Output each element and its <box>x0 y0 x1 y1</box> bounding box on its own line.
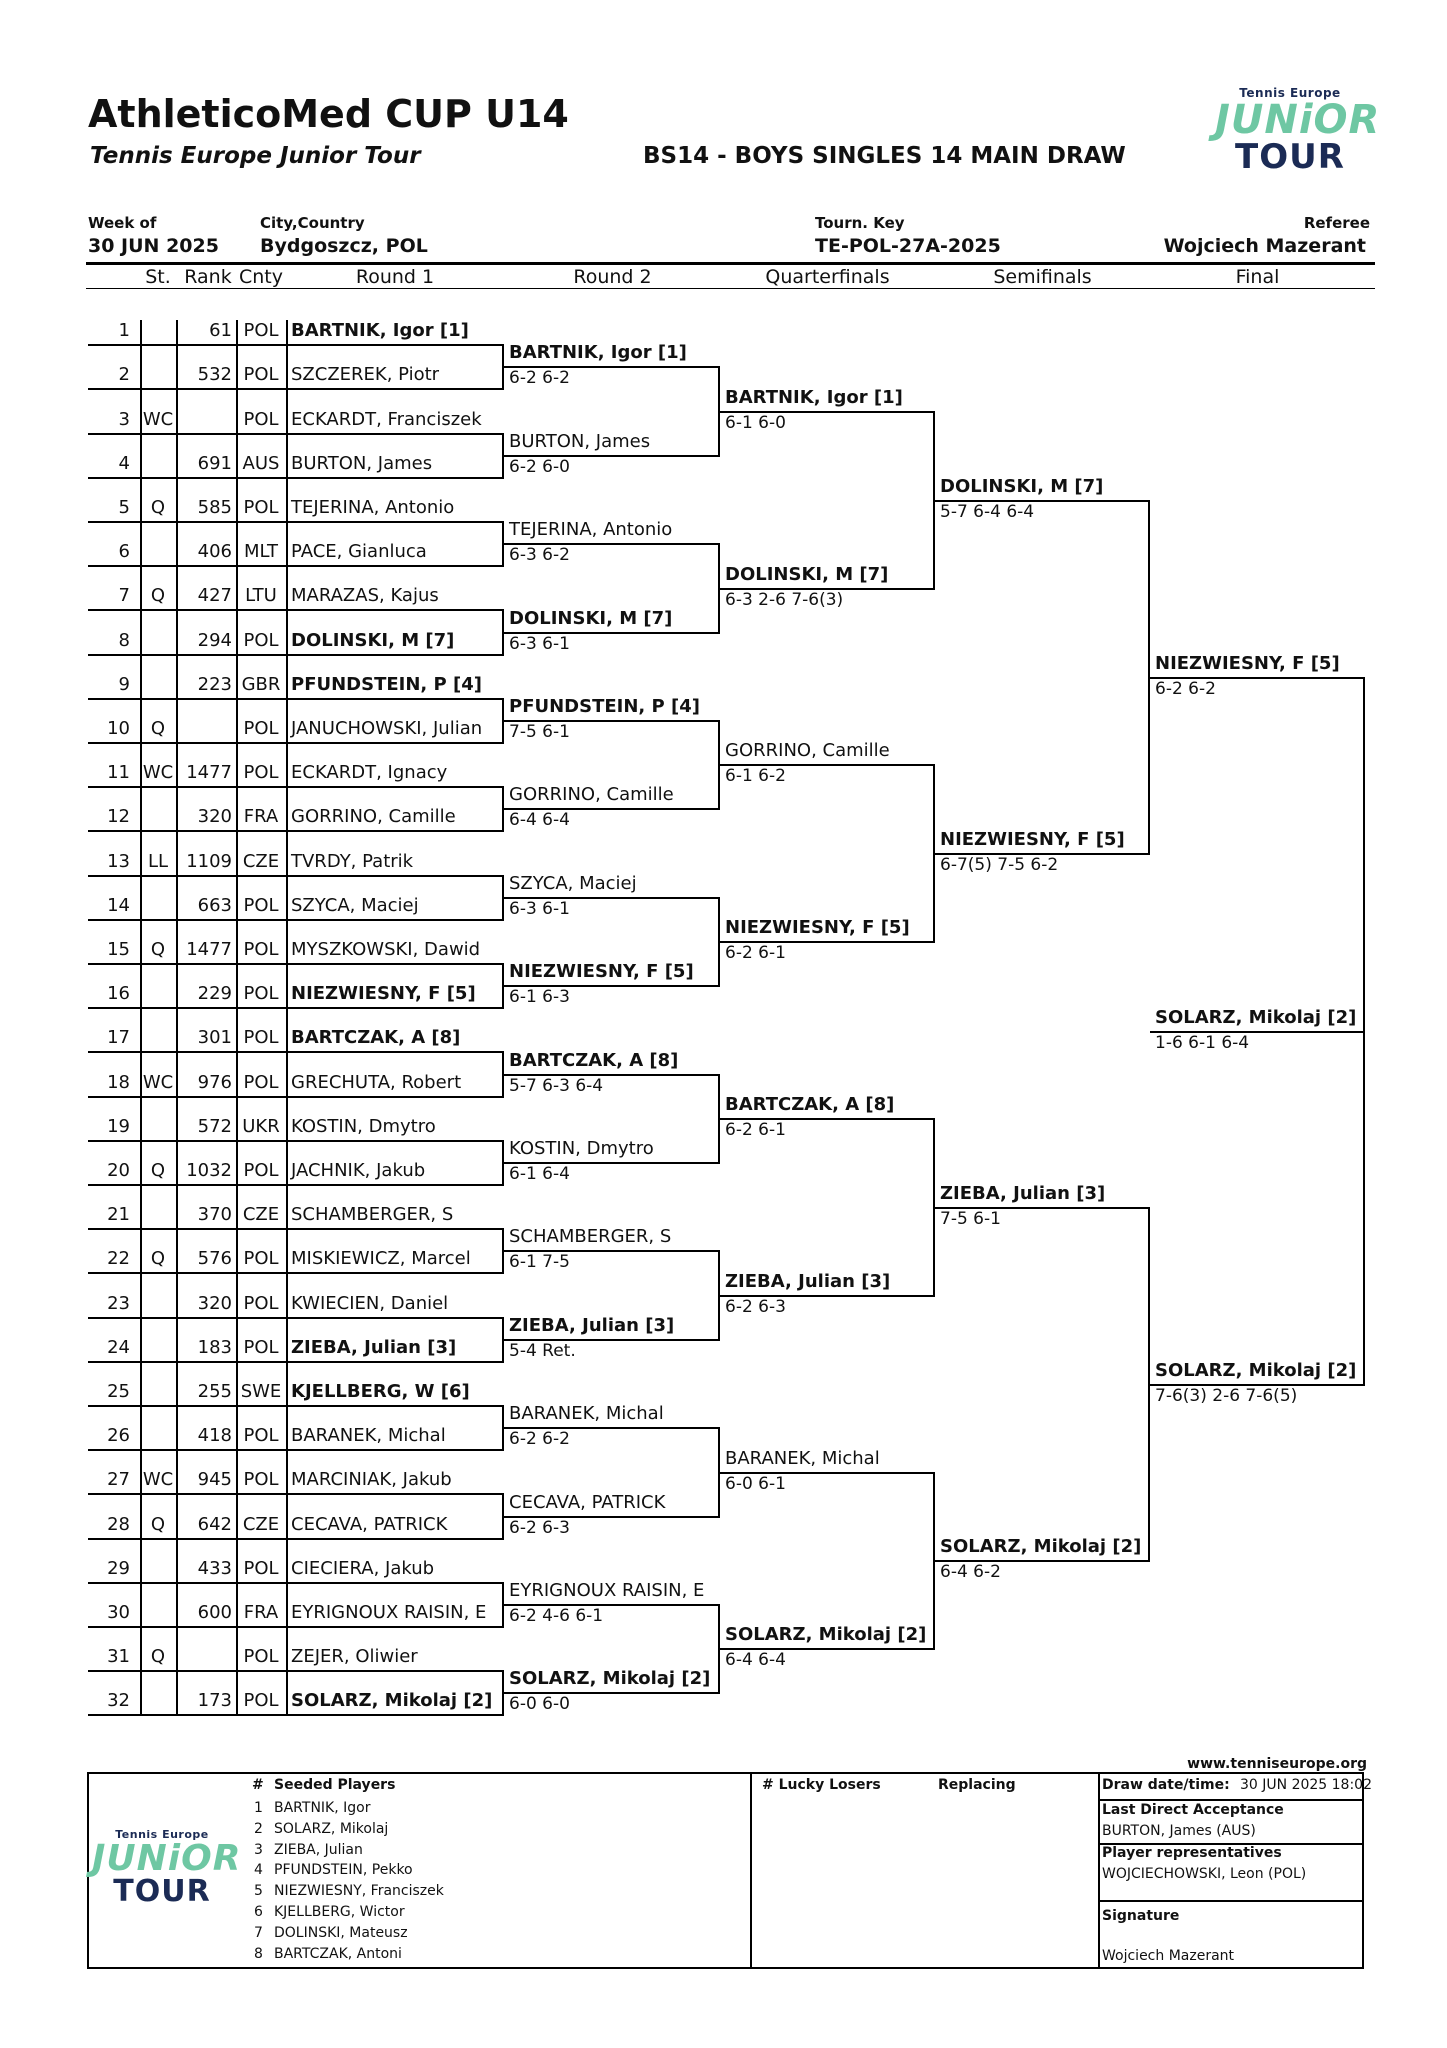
player-rank: 61 <box>209 320 232 341</box>
seed-number: 5 <box>254 1883 263 1900</box>
player-row-line <box>88 1405 504 1407</box>
player-name: EYRIGNOUX RAISIN, E <box>291 1602 487 1623</box>
player-row-line <box>88 1007 504 1009</box>
lucky-losers-header: # Lucky Losers <box>762 1777 881 1793</box>
match-score: 6-0 6-0 <box>509 1694 570 1714</box>
match-winner: BARTCZAK, A [8] <box>509 1050 679 1071</box>
referee-label: Referee <box>1303 214 1370 232</box>
player-rank: 576 <box>197 1248 232 1269</box>
draw-position: 31 <box>107 1646 130 1667</box>
match-winner: BARANEK, Michal <box>725 1448 880 1469</box>
match-score: 5-7 6-4 6-4 <box>940 502 1035 522</box>
player-name: MISKIEWICZ, Marcel <box>291 1248 471 1269</box>
player-name: PFUNDSTEIN, P [4] <box>291 674 482 695</box>
match-winner: PFUNDSTEIN, P [4] <box>509 696 700 717</box>
draw-position: 9 <box>118 674 130 695</box>
replacing-header: Replacing <box>938 1777 1016 1793</box>
player-country: SWE <box>240 1381 282 1402</box>
player-name: MARCINIAK, Jakub <box>291 1469 452 1490</box>
officials-rule-3 <box>1098 1900 1364 1902</box>
seeded-player-name: NIEZWIESNY, Franciszek <box>274 1883 444 1900</box>
match-winner: ZIEBA, Julian [3] <box>725 1271 891 1292</box>
player-rank: 370 <box>197 1204 232 1225</box>
match-winner: SOLARZ, Mikolaj [2] <box>509 1668 711 1689</box>
player-name: BARANEK, Michal <box>291 1425 446 1446</box>
player-rank: 320 <box>197 1293 232 1314</box>
match-score: 6-2 6-2 <box>1155 679 1216 699</box>
match-score: 6-3 6-1 <box>509 899 570 919</box>
player-country: POL <box>243 939 279 960</box>
match-score: 7-5 6-1 <box>509 722 570 742</box>
seed-number: 1 <box>254 1800 263 1816</box>
match-score: 6-4 6-4 <box>725 1650 786 1670</box>
draw-position: 26 <box>107 1425 130 1446</box>
player-row-line <box>88 830 504 832</box>
player-rank: 642 <box>197 1514 232 1535</box>
draw-position: 22 <box>107 1248 130 1269</box>
draw-position: 12 <box>107 806 130 827</box>
player-name: SZCZEREK, Piotr <box>291 364 440 385</box>
final-score: 1-6 6-1 6-4 <box>1155 1033 1250 1053</box>
player-rank: 691 <box>197 453 232 474</box>
draw-position: 14 <box>107 895 130 916</box>
col-st: St. <box>145 266 171 288</box>
website-link[interactable]: www.tenniseurope.org <box>1187 1756 1367 1772</box>
draw-position: 2 <box>118 364 130 385</box>
player-country: POL <box>243 1293 279 1314</box>
player-rank: 600 <box>197 1602 232 1623</box>
player-row-line <box>88 1582 504 1584</box>
player-country: POL <box>243 630 279 651</box>
seeded-players-header: Seeded Players <box>274 1777 396 1793</box>
draw-position: 1 <box>118 320 130 341</box>
player-country: GBR <box>241 674 281 695</box>
match-winner: GORRINO, Camille <box>509 784 674 805</box>
player-row-line <box>88 919 504 921</box>
player-country: UKR <box>242 1116 280 1137</box>
seeded-player-name: ZIEBA, Julian <box>274 1841 363 1858</box>
match-winner: SOLARZ, Mikolaj [2] <box>1155 1360 1357 1381</box>
player-rank: 585 <box>197 497 232 518</box>
player-name: SZYCA, Maciej <box>291 895 419 916</box>
signature-label: Signature <box>1102 1908 1180 1924</box>
match-score: 6-2 6-3 <box>509 1518 570 1538</box>
match-score: 6-1 6-3 <box>509 987 570 1007</box>
player-country: POL <box>243 497 279 518</box>
player-name: MYSZKOWSKI, Dawid <box>291 939 481 960</box>
match-winner: BARANEK, Michal <box>509 1403 664 1424</box>
player-rank: 1109 <box>186 851 232 872</box>
player-row-line <box>88 609 504 611</box>
player-rank: 572 <box>197 1116 232 1137</box>
match-winner: BARTNIK, Igor [1] <box>509 342 687 363</box>
match-winner: BARTNIK, Igor [1] <box>725 387 903 408</box>
draw-position: 30 <box>107 1602 130 1623</box>
match-score: 6-2 6-2 <box>509 1429 570 1449</box>
draw-position: 5 <box>118 497 130 518</box>
player-row-line <box>88 875 504 877</box>
week-value: 30 JUN 2025 <box>88 235 219 257</box>
player-row-line <box>88 433 504 435</box>
city-value: Bydgoszcz, POL <box>260 235 428 257</box>
player-row-line <box>88 1051 504 1053</box>
draw-position: 19 <box>107 1116 130 1137</box>
player-name: PACE, Gianluca <box>291 541 427 562</box>
player-rank: 301 <box>197 1027 232 1048</box>
match-winner: BURTON, James <box>509 431 651 452</box>
match-winner: EYRIGNOUX RAISIN, E <box>509 1580 705 1601</box>
player-name: CIECIERA, Jakub <box>291 1558 435 1579</box>
draw-position: 20 <box>107 1160 130 1181</box>
seed-number: 8 <box>254 1945 263 1962</box>
draw-position: 7 <box>118 585 130 606</box>
tourn-key-label: Tourn. Key <box>815 214 905 232</box>
player-country: POL <box>243 320 279 341</box>
player-row-line <box>88 1714 504 1716</box>
entry-status: WC <box>142 409 174 430</box>
player-rank: 532 <box>197 364 232 385</box>
seed-number: 4 <box>254 1862 263 1879</box>
draw-position: 3 <box>118 409 130 430</box>
col-rank: Rank <box>184 266 232 288</box>
player-rank: 406 <box>197 541 232 562</box>
player-country: POL <box>243 895 279 916</box>
seeded-hash: # <box>252 1777 264 1793</box>
draw-position: 13 <box>107 851 130 872</box>
match-score: 6-0 6-1 <box>725 1474 786 1494</box>
match-winner: DOLINSKI, M [7] <box>509 608 673 629</box>
lucky-losers-box <box>750 1772 1100 1969</box>
player-row-line <box>88 1184 504 1186</box>
player-name: ECKARDT, Franciszek <box>291 409 482 430</box>
player-name: NIEZWIESNY, F [5] <box>291 983 476 1004</box>
player-name: SCHAMBERGER, S <box>291 1204 454 1225</box>
player-row-line <box>88 654 504 656</box>
player-name: CECAVA, PATRICK <box>291 1514 448 1535</box>
player-rank: 976 <box>197 1072 232 1093</box>
match-score: 6-1 6-0 <box>725 413 786 433</box>
player-name: BURTON, James <box>291 453 433 474</box>
player-row-line <box>88 742 504 744</box>
seeded-player-name: SOLARZ, Mikolaj <box>274 1820 389 1837</box>
player-row-line <box>88 477 504 479</box>
draw-position: 15 <box>107 939 130 960</box>
player-country: POL <box>243 1027 279 1048</box>
player-country: POL <box>243 1425 279 1446</box>
player-country: POL <box>243 1072 279 1093</box>
draw-position: 16 <box>107 983 130 1004</box>
column-separator <box>140 320 142 1716</box>
draw-position: 18 <box>107 1072 130 1093</box>
player-country: FRA <box>243 1602 279 1623</box>
player-rank: 433 <box>197 1558 232 1579</box>
player-country: POL <box>243 1248 279 1269</box>
player-row-line <box>88 388 504 390</box>
entry-status: Q <box>150 497 166 518</box>
player-country: CZE <box>242 851 280 872</box>
col-quarterfinals: Quarterfinals <box>765 266 890 288</box>
match-score: 6-3 6-1 <box>509 634 570 654</box>
player-row-line <box>88 786 504 788</box>
player-country: CZE <box>242 1514 280 1535</box>
match-winner: SZYCA, Maciej <box>509 873 637 894</box>
match-score: 6-3 2-6 7-6(3) <box>725 590 844 610</box>
player-name: DOLINSKI, M [7] <box>291 630 455 651</box>
lda-value: BURTON, James (AUS) <box>1102 1823 1256 1839</box>
match-winner: DOLINSKI, M [7] <box>725 564 889 585</box>
match-score: 6-1 6-2 <box>725 766 786 786</box>
match-score: 6-2 6-0 <box>509 457 570 477</box>
player-name: TEJERINA, Antonio <box>291 497 455 518</box>
seeded-player-name: DOLINSKI, Mateusz <box>274 1924 408 1941</box>
match-winner: ZIEBA, Julian [3] <box>509 1315 675 1336</box>
lda-label: Last Direct Acceptance <box>1102 1802 1284 1818</box>
tournament-title: AthleticoMed CUP U14 <box>88 92 569 136</box>
player-country: POL <box>243 1558 279 1579</box>
seeded-player-name: BARTCZAK, Antoni <box>274 1945 402 1962</box>
player-country: FRA <box>243 806 279 827</box>
col-semifinals: Semifinals <box>993 266 1092 288</box>
match-winner: NIEZWIESNY, F [5] <box>725 917 910 938</box>
match-score: 7-5 6-1 <box>940 1209 1001 1229</box>
player-name: GRECHUTA, Robert <box>291 1072 462 1093</box>
match-score: 5-7 6-3 6-4 <box>509 1076 604 1096</box>
player-country: CZE <box>242 1204 280 1225</box>
player-name: ECKARDT, Ignacy <box>291 762 448 783</box>
match-winner: DOLINSKI, M [7] <box>940 476 1104 497</box>
player-row-line <box>88 1096 504 1098</box>
draw-name: BS14 - BOYS SINGLES 14 MAIN DRAW <box>643 143 1126 169</box>
entry-status: Q <box>150 1160 166 1181</box>
player-row-line <box>88 1272 504 1274</box>
entry-status: Q <box>150 1248 166 1269</box>
player-name: ZIEBA, Julian [3] <box>291 1337 457 1358</box>
match-score: 6-1 7-5 <box>509 1252 570 1272</box>
column-separator <box>286 320 288 1716</box>
player-rank: 1477 <box>186 762 232 783</box>
match-winner: NIEZWIESNY, F [5] <box>509 961 694 982</box>
player-country: POL <box>243 762 279 783</box>
match-winner: CECAVA, PATRICK <box>509 1492 666 1513</box>
draw-position: 27 <box>107 1469 130 1490</box>
player-country: POL <box>243 1337 279 1358</box>
player-country: POL <box>243 1469 279 1490</box>
player-row-line <box>88 1361 504 1363</box>
player-country: LTU <box>245 585 277 606</box>
player-country: POL <box>243 1646 279 1667</box>
junior-tour-logo: Tennis Europe JUNiOR TOUR <box>1215 86 1381 177</box>
player-name: KWIECIEN, Daniel <box>291 1293 449 1314</box>
match-score: 6-3 6-2 <box>509 545 570 565</box>
match-winner: ZIEBA, Julian [3] <box>940 1183 1106 1204</box>
entry-status: Q <box>150 585 166 606</box>
match-winner: KOSTIN, Dmytro <box>509 1138 654 1159</box>
player-rank: 183 <box>197 1337 232 1358</box>
match-score: 6-2 6-3 <box>725 1297 786 1317</box>
player-rank: 1032 <box>186 1160 232 1181</box>
player-rank: 255 <box>197 1381 232 1402</box>
column-separator <box>176 320 178 1716</box>
entry-status: WC <box>142 762 174 783</box>
match-winner: GORRINO, Camille <box>725 740 890 761</box>
player-rank: 418 <box>197 1425 232 1446</box>
player-rank: 427 <box>197 585 232 606</box>
draw-position: 11 <box>107 762 130 783</box>
col-round1: Round 1 <box>355 266 435 288</box>
col-final: Final <box>1235 266 1280 288</box>
player-row-line <box>88 1493 504 1495</box>
player-row-line <box>88 1317 504 1319</box>
player-name: KOSTIN, Dmytro <box>291 1116 436 1137</box>
entry-status: WC <box>142 1469 174 1490</box>
header-rule <box>86 262 1375 265</box>
match-score: 5-4 Ret. <box>509 1341 576 1361</box>
player-row-line <box>88 1228 504 1230</box>
referee-value: Wojciech Mazerant <box>1163 235 1366 257</box>
player-row-line <box>88 521 504 523</box>
entry-status: Q <box>150 939 166 960</box>
draw-position: 23 <box>107 1293 130 1314</box>
player-name: ZEJER, Oliwier <box>291 1646 418 1667</box>
draw-position: 17 <box>107 1027 130 1048</box>
player-country: POL <box>243 364 279 385</box>
player-row-line <box>88 1626 504 1628</box>
draw-position: 24 <box>107 1337 130 1358</box>
draw-position: 8 <box>118 630 130 651</box>
match-score: 6-2 6-1 <box>725 943 786 963</box>
seed-number: 2 <box>254 1820 263 1837</box>
match-winner: SOLARZ, Mikolaj [2] <box>725 1624 927 1645</box>
player-rank: 173 <box>197 1690 232 1711</box>
player-rank: 663 <box>197 895 232 916</box>
match-winner: NIEZWIESNY, F [5] <box>940 829 1125 850</box>
player-row-line <box>88 698 504 700</box>
match-score: 6-7(5) 7-5 6-2 <box>940 855 1059 875</box>
player-name: JACHNIK, Jakub <box>291 1160 426 1181</box>
match-score: 6-2 6-1 <box>725 1120 786 1140</box>
signature-value: Wojciech Mazerant <box>1102 1948 1235 1964</box>
player-rank: 294 <box>197 630 232 651</box>
player-row-line <box>88 1670 504 1672</box>
officials-rule-1 <box>1098 1799 1364 1801</box>
draw-position: 29 <box>107 1558 130 1579</box>
player-row-line <box>88 344 504 346</box>
player-reps-value: WOJCIECHOWSKI, Leon (POL) <box>1102 1866 1307 1882</box>
draw-date-label: Draw date/time: <box>1102 1777 1230 1793</box>
player-country: POL <box>243 409 279 430</box>
draw-position: 28 <box>107 1514 130 1535</box>
seed-number: 3 <box>254 1841 263 1858</box>
player-name: GORRINO, Camille <box>291 806 456 827</box>
match-score: 6-2 4-6 6-1 <box>509 1606 604 1626</box>
column-header-rule <box>86 288 1375 289</box>
player-reps-label: Player representatives <box>1102 1845 1282 1861</box>
match-winner: BARTCZAK, A [8] <box>725 1094 895 1115</box>
player-name: TVRDY, Patrik <box>291 851 414 872</box>
match-score: 6-1 6-4 <box>509 1164 570 1184</box>
player-rank: 1477 <box>186 939 232 960</box>
player-row-line <box>88 1538 504 1540</box>
player-name: MARAZAS, Kajus <box>291 585 439 606</box>
seed-number: 7 <box>254 1924 263 1941</box>
match-winner: TEJERINA, Antonio <box>509 519 673 540</box>
player-country: POL <box>243 1160 279 1181</box>
match-winner: SOLARZ, Mikolaj [2] <box>940 1536 1142 1557</box>
junior-tour-footer-logo: Tennis Europe JUNiOR TOUR <box>92 1828 242 1909</box>
entry-status: WC <box>142 1072 174 1093</box>
player-country: POL <box>243 983 279 1004</box>
city-label: City,Country <box>260 214 365 232</box>
col-cnty: Cnty <box>238 266 283 288</box>
player-name: SOLARZ, Mikolaj [2] <box>291 1690 493 1711</box>
column-separator <box>236 320 238 1716</box>
tourn-key-value: TE-POL-27A-2025 <box>815 235 1001 257</box>
seeded-player-name: PFUNDSTEIN, Pekko <box>274 1862 413 1879</box>
player-row-line <box>88 963 504 965</box>
player-name: BARTCZAK, A [8] <box>291 1027 461 1048</box>
seed-number: 6 <box>254 1904 263 1920</box>
draw-position: 21 <box>107 1204 130 1225</box>
match-score: 6-2 6-2 <box>509 368 570 388</box>
col-round2: Round 2 <box>573 266 652 288</box>
entry-status: Q <box>150 718 166 739</box>
week-label: Week of <box>88 214 157 232</box>
entry-status: LL <box>147 851 169 872</box>
player-country: AUS <box>242 453 280 474</box>
player-country: POL <box>243 718 279 739</box>
seeded-player-name: BARTNIK, Igor <box>274 1800 371 1816</box>
match-score: 6-4 6-2 <box>940 1562 1001 1582</box>
player-rank: 945 <box>197 1469 232 1490</box>
draw-date-value: 30 JUN 2025 18:02 <box>1240 1777 1372 1793</box>
player-row-line <box>88 1140 504 1142</box>
match-score: 7-6(3) 2-6 7-6(5) <box>1155 1386 1298 1406</box>
player-row-line <box>88 1449 504 1451</box>
player-rank: 223 <box>197 674 232 695</box>
draw-position: 25 <box>107 1381 130 1402</box>
player-rank: 320 <box>197 806 232 827</box>
entry-status: Q <box>150 1646 166 1667</box>
player-name: BARTNIK, Igor [1] <box>291 320 469 341</box>
player-country: MLT <box>243 541 279 562</box>
player-row-line <box>88 565 504 567</box>
entry-status: Q <box>150 1514 166 1535</box>
tour-subtitle: Tennis Europe Junior Tour <box>90 143 421 169</box>
player-country: POL <box>243 1690 279 1711</box>
draw-position: 32 <box>107 1690 130 1711</box>
draw-position: 10 <box>107 718 130 739</box>
player-rank: 229 <box>197 983 232 1004</box>
match-winner: SCHAMBERGER, S <box>509 1226 672 1247</box>
draw-position: 4 <box>118 453 130 474</box>
match-score: 6-4 6-4 <box>509 810 570 830</box>
player-name: JANUCHOWSKI, Julian <box>291 718 483 739</box>
seeded-player-name: KJELLBERG, Wictor <box>274 1904 405 1920</box>
draw-position: 6 <box>118 541 130 562</box>
player-name: KJELLBERG, W [6] <box>291 1381 470 1402</box>
champion-name: SOLARZ, Mikolaj [2] <box>1155 1007 1357 1028</box>
match-winner: NIEZWIESNY, F [5] <box>1155 653 1340 674</box>
